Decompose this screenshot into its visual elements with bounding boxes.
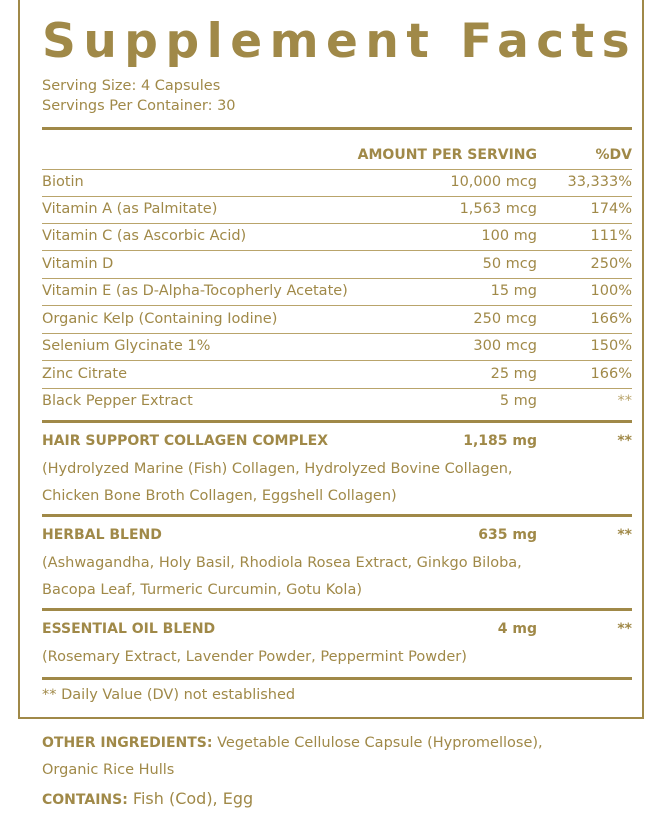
servings-per-container: Servings Per Container: 30 (42, 98, 236, 114)
divider-thick (42, 514, 632, 517)
nutrient-amount: 250 mcg (473, 311, 537, 327)
blend-header-row (42, 527, 632, 549)
blend-dv: ** (617, 621, 632, 637)
nutrient-row (42, 174, 632, 196)
nutrient-amount: 10,000 mcg (450, 174, 537, 190)
serving-size: Serving Size: 4 Capsules (42, 78, 221, 94)
blend-ingredients-line: (Hydrolyzed Marine (Fish) Collagen, Hydrolyzed Bovine Collagen, (42, 461, 513, 477)
nutrient-row (42, 228, 632, 250)
nutrient-dv: 174% (590, 201, 632, 217)
dv-header: %DV (595, 147, 632, 163)
nutrient-row (42, 201, 632, 223)
divider-thick (42, 677, 632, 680)
divider (42, 333, 632, 334)
nutrient-amount: 50 mcg (482, 256, 537, 272)
divider-thick (42, 420, 632, 423)
nutrient-row (42, 338, 632, 360)
blend-ingredients-line: Bacopa Leaf, Turmeric Curcumin, Gotu Kola) (42, 582, 362, 598)
blend-amount: 1,185 mg (463, 433, 537, 449)
divider (42, 388, 632, 389)
blend-dv: ** (617, 433, 632, 449)
blend-amount: 635 mg (478, 527, 537, 543)
footnote: ** Daily Value (DV) not established (42, 687, 296, 703)
blend-name: ESSENTIAL OIL BLEND (42, 621, 216, 637)
amount-header: AMOUNT PER SERVING (357, 147, 537, 163)
nutrient-row (42, 283, 632, 305)
nutrient-amount: 1,563 mcg (459, 201, 537, 217)
nutrient-name: Vitamin D (42, 256, 114, 272)
divider (42, 360, 632, 361)
nutrient-amount: 15 mg (490, 283, 537, 299)
divider (42, 250, 632, 251)
contains-label: CONTAINS: (42, 792, 128, 808)
other-ingredients-line2: Organic Rice Hulls (42, 762, 175, 778)
contains (42, 789, 253, 808)
divider-thick (42, 608, 632, 611)
nutrient-row (42, 393, 632, 415)
blend-ingredients-line: (Ashwagandha, Holy Basil, Rhodiola Rosea Extract, Ginkgo Biloba, (42, 555, 522, 571)
nutrient-dv: 100% (590, 283, 632, 299)
nutrient-dv: 33,333% (567, 174, 632, 190)
nutrient-row (42, 256, 632, 278)
blend-dv: ** (617, 527, 632, 543)
other-ingredients (42, 735, 543, 751)
nutrient-dv: 150% (590, 338, 632, 354)
divider (42, 223, 632, 224)
blend-amount: 4 mg (497, 621, 537, 637)
nutrient-amount: 5 mg (499, 393, 537, 409)
nutrient-name: Black Pepper Extract (42, 393, 193, 409)
divider (42, 305, 632, 306)
blend-header-row (42, 621, 632, 643)
nutrient-name: Vitamin E (as D-Alpha-Tocopherly Acetate) (42, 283, 348, 299)
nutrient-dv: 250% (590, 256, 632, 272)
blend-ingredients-line: (Rosemary Extract, Lavender Powder, Peppermint Powder) (42, 649, 467, 665)
nutrient-name: Selenium Glycinate 1% (42, 338, 211, 354)
nutrient-name: Organic Kelp (Containing Iodine) (42, 311, 278, 327)
nutrient-name: Zinc Citrate (42, 366, 128, 382)
other-ingredients-label: OTHER INGREDIENTS: (42, 735, 213, 751)
nutrient-row (42, 311, 632, 333)
nutrient-name: Biotin (42, 174, 84, 190)
blend-name: HAIR SUPPORT COLLAGEN COMPLEX (42, 433, 329, 449)
nutrient-dv: 166% (590, 311, 632, 327)
nutrient-name: Vitamin C (as Ascorbic Acid) (42, 228, 247, 244)
blend-name: HERBAL BLEND (42, 527, 162, 543)
nutrient-dv: 111% (590, 228, 632, 244)
page-title: Supplement Facts (42, 14, 638, 69)
nutrient-dv: ** (617, 393, 632, 409)
nutrient-row (42, 366, 632, 388)
nutrient-name: Vitamin A (as Palmitate) (42, 201, 218, 217)
column-header-row (42, 147, 632, 169)
nutrient-amount: 300 mcg (473, 338, 537, 354)
nutrient-dv: 166% (590, 366, 632, 382)
other-ingredients-text: Vegetable Cellulose Capsule (Hypromellose), (212, 735, 543, 751)
nutrient-amount: 100 mg (481, 228, 537, 244)
nutrient-amount: 25 mg (490, 366, 537, 382)
divider-thick (42, 127, 632, 130)
blend-header-row (42, 433, 632, 455)
divider (42, 196, 632, 197)
contains-text: Fish (Cod), Egg (132, 789, 254, 808)
divider (42, 169, 632, 170)
divider (42, 278, 632, 279)
blend-ingredients-line: Chicken Bone Broth Collagen, Eggshell Collagen) (42, 488, 397, 504)
